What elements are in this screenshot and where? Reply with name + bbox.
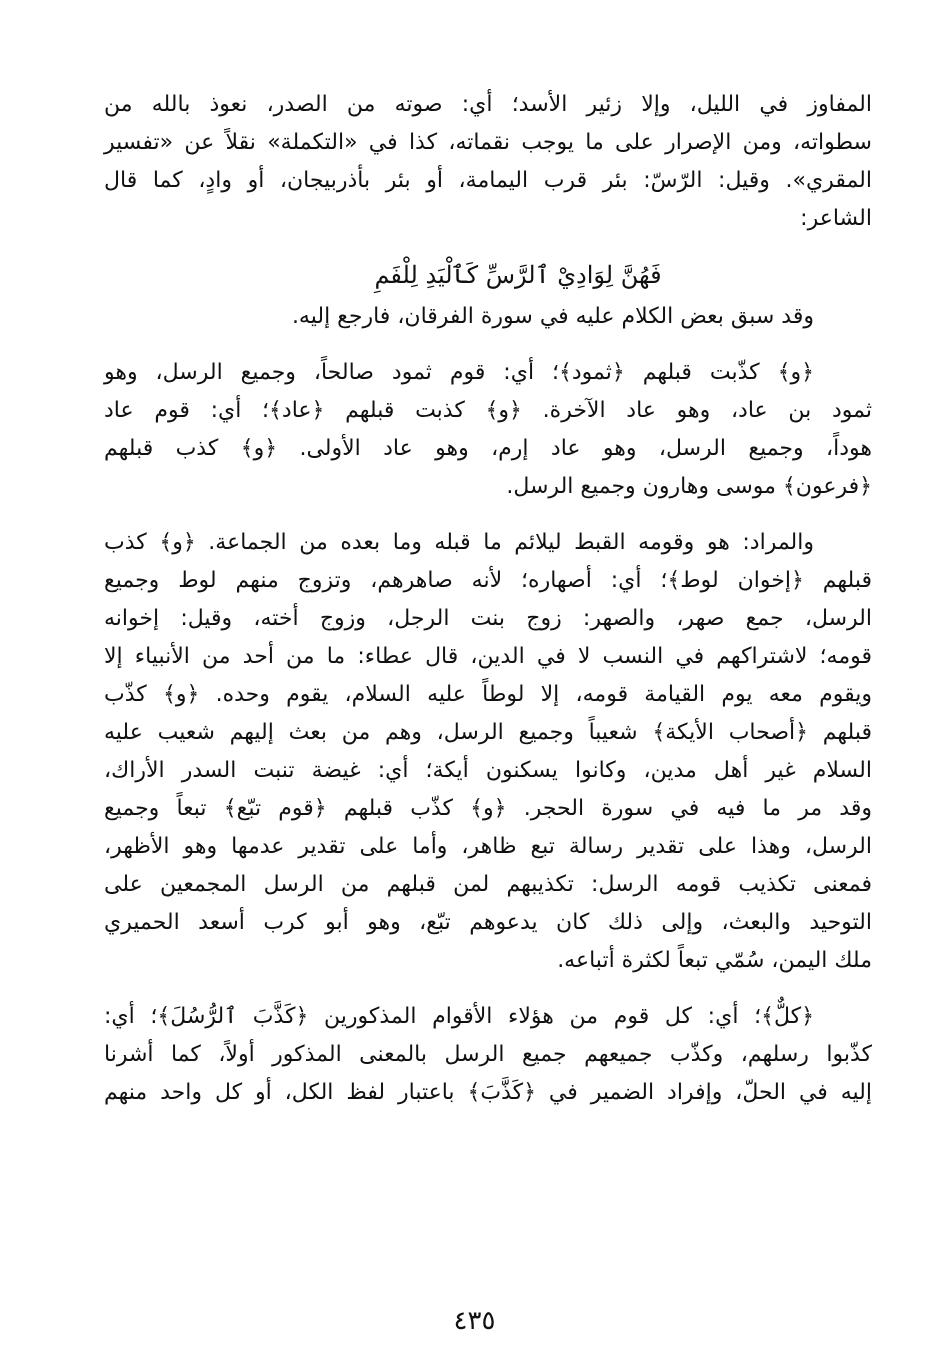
text-line: فمعنى تكذيب قومه الرسل: تكذيبهم لمن قبلهم من الرسل المجمعين على — [104, 872, 872, 897]
paragraph-3 — [104, 354, 872, 506]
text-line: سطواته، ومن الإصرار على ما يوجب نقماته، كذا في «التكملة» نقلاً عن «تفسير — [104, 130, 872, 155]
text-line: إليه في الحلّ، وإفراد الضمير في ﴿كَذَّبَ﴾ باعتبار لفظ الكل، أو كل واحد منهم — [104, 1080, 872, 1105]
text-line: ﴿فرعون﴾ موسى وهارون وجميع الرسل. — [506, 474, 872, 499]
text-line: قومه؛ لاشتراكهم في النسب لا في الدين، قال عطاء: ما من أحد من الأنبياء إلا — [104, 644, 872, 669]
text-line: الرسل، وهذا على تقدير رسالة تبع ظاهر، وأما على تقدير عدمها وهو الأظهر، — [104, 834, 872, 859]
paragraph-5 — [104, 998, 872, 1112]
text-line: ثمود بن عاد، وهو عاد الآخرة. ﴿و﴾ كذبت قبلهم ﴿عاد﴾؛ أي: قوم عاد — [104, 398, 872, 423]
paragraph-1 — [104, 86, 872, 238]
text-line: وقد سبق بعض الكلام عليه في سورة الفرقان، فارجع إليه. — [291, 304, 814, 329]
text-line: والمراد: هو وقومه القبط ليلائم ما قبله وما بعده من الجماعة. ﴿و﴾ كذب — [104, 530, 814, 555]
text-line: المقري». وقيل: الرّسّ: بئر قرب اليمامة، أو بئر بأذربيجان، أو وادٍ، كما قال — [104, 168, 872, 193]
paragraph-4 — [104, 524, 872, 980]
text-line: السلام غير أهل مدين، وكانوا يسكنون أيكة؛ أي: غيضة تنبت السدر الأراك، — [104, 758, 872, 783]
text-line: الرسل، جمع صهر، والصهر: زوج بنت الرجل، وزوج أخته، وقيل: إخوانه — [104, 606, 872, 631]
text-line: وقد مر ما فيه في سورة الحجر. ﴿و﴾ كذّب قبلهم ﴿قوم تبّع﴾ تبعاً وجميع — [104, 796, 872, 821]
text-line: التوحيد والبعث، وإلى ذلك كان يدعوهم تبّع، وهو أبو كرب أسعد الحميري — [104, 910, 872, 935]
text-line: الشاعر: — [800, 206, 872, 231]
text-line: قبلهم ﴿إخوان لوط﴾؛ أي: أصهاره؛ لأنه صاهرهم، وتزوج منهم لوط وجميع — [104, 568, 872, 593]
text-line: ﴿و﴾ كذّبت قبلهم ﴿ثمود﴾؛ أي: قوم ثمود صالحاً، وجميع الرسل، وهو — [104, 360, 814, 385]
text-line: كذّبوا رسلهم، وكذّب جميعهم جميع الرسل بالمعنى المذكور أولاً، كما أشرنا — [104, 1042, 872, 1067]
poetry-verse: فَهُنَّ لِوَادِيْ ٱلرَّسِّ كَٱلْيَدِ لِلْفَمِ — [374, 261, 662, 289]
text-line: المفاوز في الليل، وإلا زئير الأسد؛ أي: صوته من الصدر، نعوذ بالله من — [104, 92, 872, 117]
page-body — [104, 86, 872, 1112]
text-line: ﴿كلٌّ﴾؛ أي: كل قوم من هؤلاء الأقوام المذكورين ﴿كَذَّبَ ٱلرُّسُلَ﴾؛ أي: — [104, 1004, 814, 1029]
paragraph-verse — [104, 256, 872, 336]
text-line: ملك اليمن، سُمّي تبعاً لكثرة أتباعه. — [557, 948, 872, 973]
text-line: هوداً، وجميع الرسل، وهو عاد إرم، وهو عاد الأولى. ﴿و﴾ كذب قبلهم — [104, 436, 872, 461]
text-line: قبلهم ﴿أصحاب الأيكة﴾ شعيباً وجميع الرسل، وهم من بعث إليهم شعيب عليه — [104, 720, 872, 745]
page-number: ٤٣٥ — [453, 1306, 496, 1336]
text-line: ويقوم معه يوم القيامة قومه، إلا لوطاً عليه السلام، يقوم وحده. ﴿و﴾ كذّب — [104, 682, 872, 707]
